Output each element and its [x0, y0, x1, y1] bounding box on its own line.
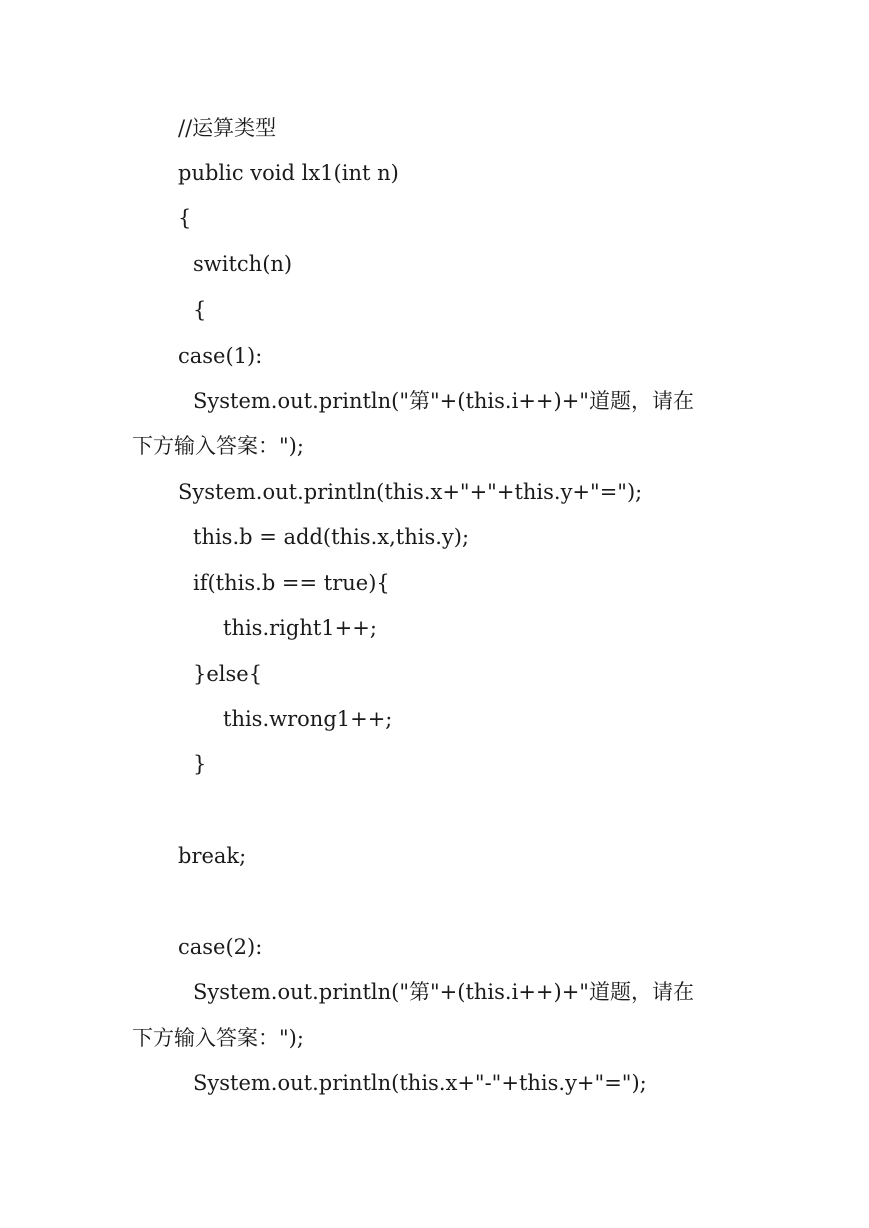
break-statement: break;	[178, 844, 247, 868]
close-brace: }	[193, 752, 207, 776]
switch-statement: switch(n)	[193, 252, 293, 276]
print-question-line-2: System.out.println("第"+(this.i++)+"道题，请在	[193, 980, 694, 1004]
increment-wrong: this.wrong1++;	[223, 707, 393, 731]
case-2-label: case(2):	[178, 935, 263, 959]
print-expression-add: System.out.println(this.x+"+"+this.y+"=");	[178, 480, 643, 504]
print-expression-subtract: System.out.println(this.x+"-"+this.y+"=");	[193, 1071, 647, 1095]
case-1-label: case(1):	[178, 344, 263, 368]
increment-right: this.right1++;	[223, 616, 377, 640]
print-question-continuation-2: 下方输入答案：");	[132, 1026, 304, 1050]
code-comment: //运算类型	[178, 116, 277, 140]
assign-add-result: this.b = add(this.x,this.y);	[193, 525, 470, 549]
print-question-line: System.out.println("第"+(this.i++)+"道题，请在	[193, 389, 694, 413]
open-brace: {	[178, 206, 192, 230]
switch-open-brace: {	[193, 298, 207, 322]
print-question-continuation: 下方输入答案：");	[132, 434, 304, 458]
method-signature: public void lx1(int n)	[178, 161, 399, 185]
else-statement: }else{	[193, 662, 263, 686]
if-statement: if(this.b == true){	[193, 571, 390, 595]
